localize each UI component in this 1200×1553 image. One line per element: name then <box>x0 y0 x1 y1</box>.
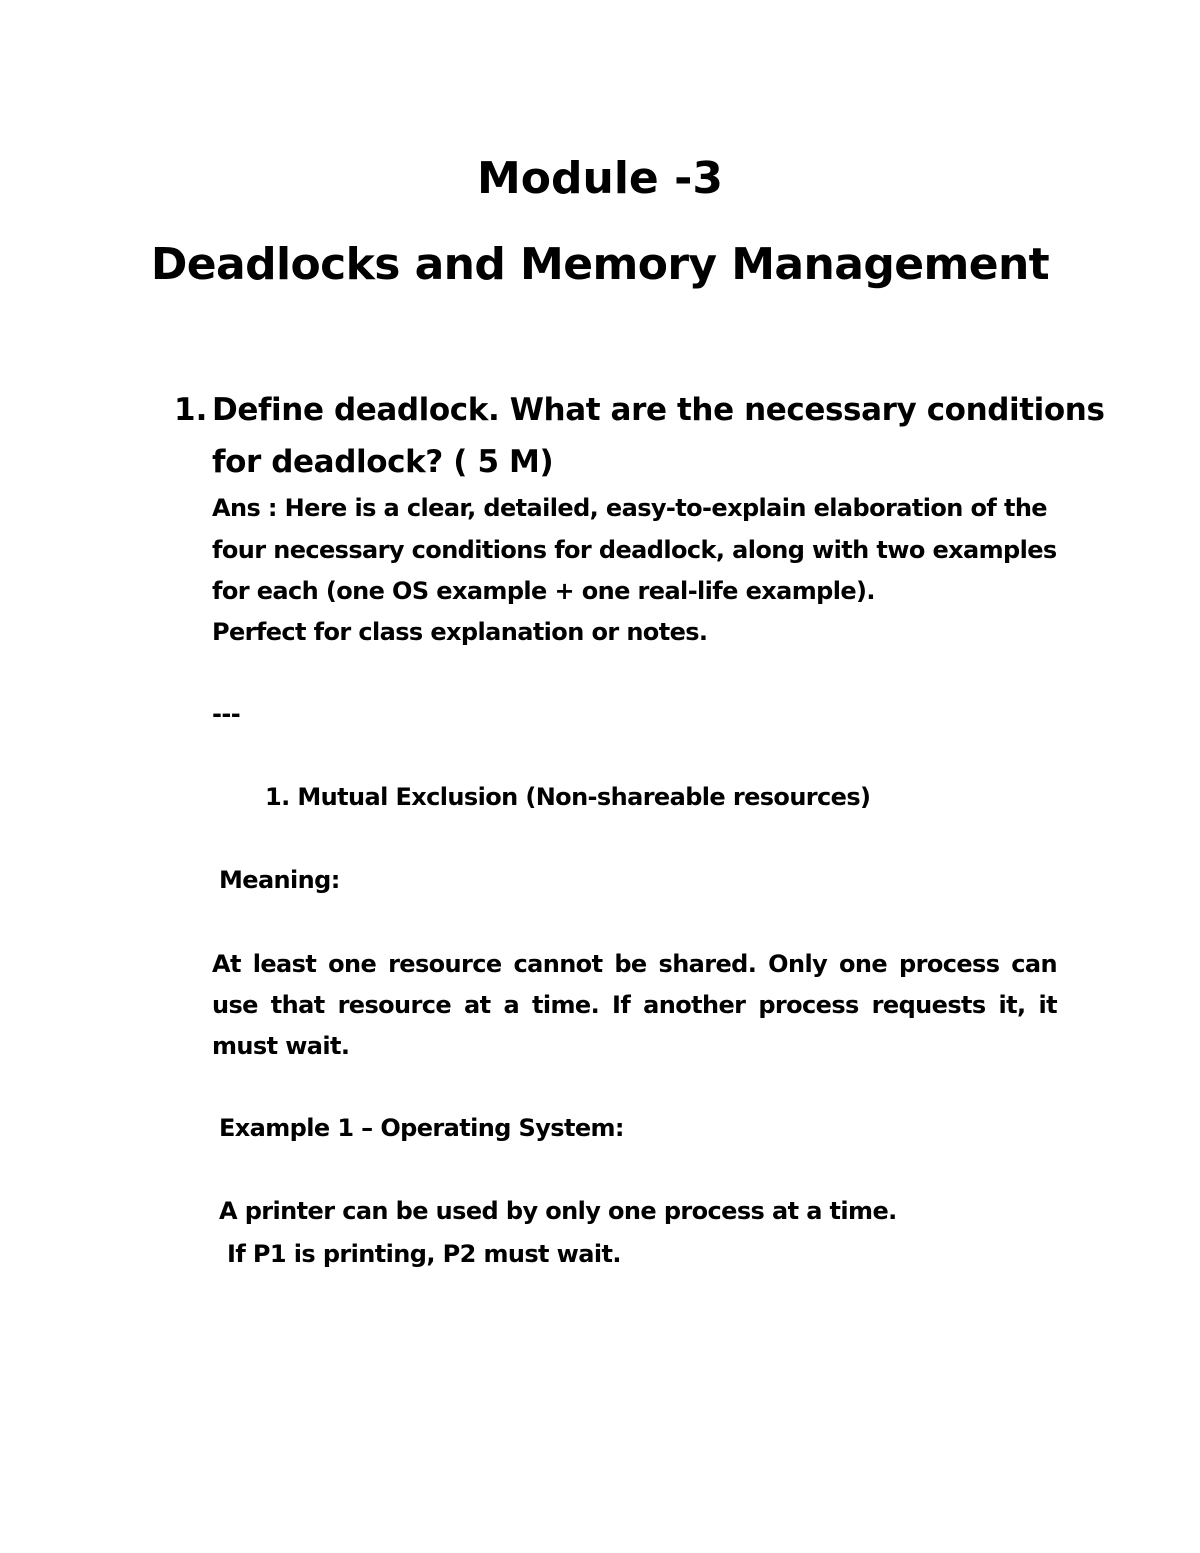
separator: --- <box>212 700 241 728</box>
example-line-2: If P1 is printing, P2 must wait. <box>227 1240 621 1268</box>
section-heading: 1. Mutual Exclusion (Non-shareable resources) <box>265 783 871 811</box>
meaning-label: Meaning: <box>219 866 340 894</box>
answer-line-1: Ans : Here is a clear, detailed, easy-to-explain elaboration of the <box>212 494 1047 522</box>
example-label: Example 1 – Operating System: <box>219 1114 624 1142</box>
example-line-1: A printer can be used by only one process at a time. <box>219 1197 897 1225</box>
meaning-line-3: must wait. <box>212 1032 350 1060</box>
meaning-line-2: use that resource at a time. If another process requests it, it <box>212 991 1057 1019</box>
answer-line-3: for each (one OS example + one real-life example). <box>212 577 875 605</box>
answer-line-2: four necessary conditions for deadlock, along with two examples <box>212 536 1057 564</box>
question-number: 1. <box>174 392 208 428</box>
question-text-line-1: Define deadlock. What are the necessary conditions <box>212 392 1105 428</box>
module-subtitle: Deadlocks and Memory Management <box>150 239 1050 290</box>
module-title: Module -3 <box>477 153 723 204</box>
question-text-line-2: for deadlock? ( 5 M) <box>212 444 554 480</box>
meaning-line-1: At least one resource cannot be shared. Only one process can <box>212 950 1057 978</box>
answer-line-4: Perfect for class explanation or notes. <box>212 618 708 646</box>
